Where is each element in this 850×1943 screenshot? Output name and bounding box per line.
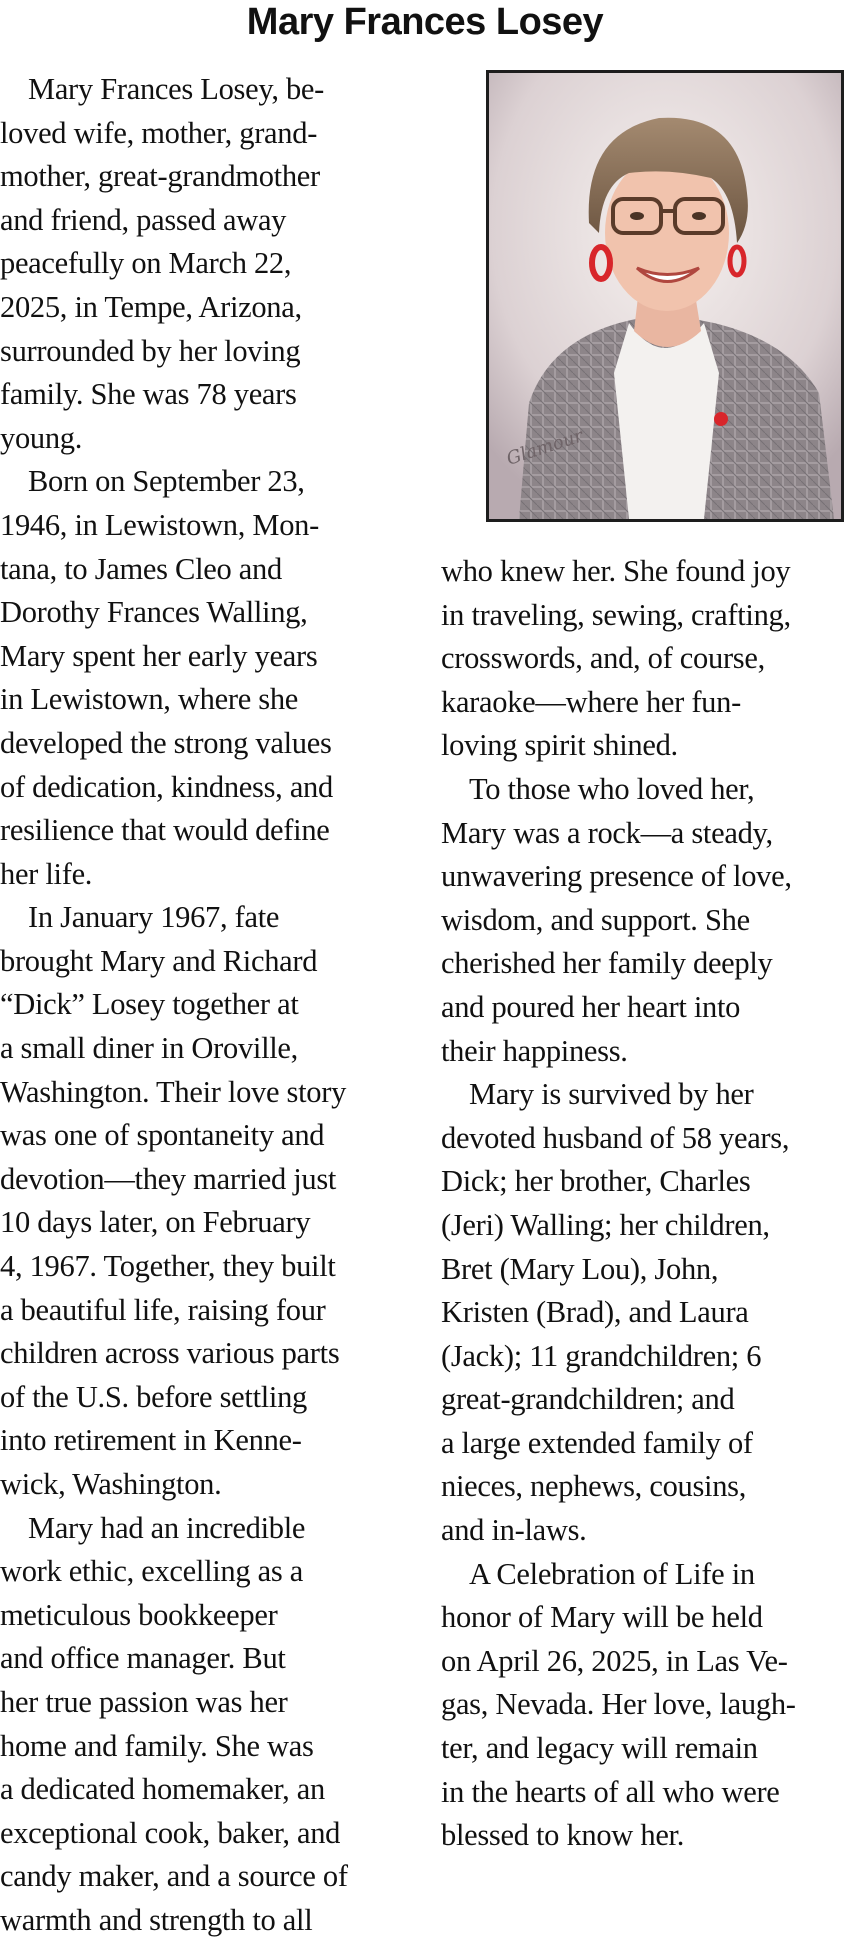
text-line: crosswords, and, of course, — [441, 641, 765, 676]
photo-signature: Glamour — [504, 425, 586, 470]
text-line: wisdom, and support. She — [441, 902, 750, 937]
text-line: and office manager. But — [0, 1641, 286, 1676]
text-line: Dick; her brother, Charles — [441, 1164, 751, 1199]
text-line: surrounded by her loving — [0, 333, 301, 368]
text-line: meticulous bookkeeper — [0, 1597, 278, 1632]
text-line: a beautiful life, raising four — [0, 1292, 326, 1327]
obituary-title: Mary Frances Losey — [246, 1, 604, 43]
text-line: Mary spent her early years — [0, 638, 318, 673]
text-line: In January 1967, fate — [28, 900, 280, 935]
text-line: and friend, passed away — [0, 202, 287, 237]
text-line: of dedication, kindness, and — [0, 769, 333, 804]
text-line: Bret (Mary Lou), John, — [441, 1251, 719, 1286]
text-line: in Lewistown, where she — [0, 682, 299, 717]
text-line: devotion—they married just — [0, 1161, 337, 1196]
text-line: her life. — [0, 856, 93, 891]
text-line: gas, Nevada. Her love, laugh- — [441, 1687, 796, 1722]
text-line: To those who loved her, — [469, 771, 755, 806]
obituary-right-column — [441, 550, 850, 1858]
text-line: unwavering presence of love, — [441, 859, 792, 894]
text-line: 2025, in Tempe, Arizona, — [0, 289, 302, 324]
text-line: tana, to James Cleo and — [0, 551, 282, 586]
text-line: her true passion was her — [0, 1684, 288, 1719]
text-line: Mary Frances Losey, be- — [28, 72, 325, 106]
text-line: Mary had an incredible — [28, 1510, 306, 1545]
text-line: loved wife, mother, grand- — [0, 115, 318, 150]
text-line: Mary is survived by her — [469, 1077, 754, 1112]
text-line: of the U.S. before settling — [0, 1379, 307, 1414]
text-line: 4, 1967. Together, they built — [0, 1249, 336, 1284]
text-line: home and family. She was — [0, 1728, 314, 1763]
text-line: wick, Washington. — [0, 1467, 222, 1501]
text-line: nieces, nephews, cousins, — [441, 1469, 747, 1504]
text-line: (Jeri) Walling; her children, — [441, 1207, 770, 1242]
text-line: a small diner in Oroville, — [0, 1031, 298, 1066]
text-line: young. — [0, 420, 83, 455]
text-line: warmth and strength to all — [0, 1902, 313, 1937]
text-line: family. She was 78 years — [0, 377, 297, 412]
text-line: great-grandchildren; and — [441, 1382, 735, 1417]
text-line: and poured her heart into — [441, 989, 741, 1024]
text-line: who knew her. She found joy — [441, 554, 791, 588]
text-line: karaoke—where her fun- — [441, 684, 741, 719]
text-line: children across various parts — [0, 1336, 340, 1371]
text-line: was one of spontaneity and — [0, 1118, 325, 1153]
text-line: A Celebration of Life in — [469, 1556, 755, 1591]
text-line: work ethic, excelling as a — [0, 1554, 304, 1589]
text-line: Born on September 23, — [28, 464, 305, 499]
text-line: Dorothy Frances Walling, — [0, 595, 308, 630]
text-line: into retirement in Kenne- — [0, 1423, 302, 1458]
text-line: 1946, in Lewistown, Mon- — [0, 507, 319, 542]
text-line: 10 days later, on February — [0, 1205, 311, 1240]
text-line: a dedicated homemaker, an — [0, 1772, 325, 1807]
text-line: their happiness. — [441, 1033, 628, 1068]
text-line: “Dick” Losey together at — [0, 987, 299, 1022]
text-line: mother, great-grandmother — [0, 159, 320, 194]
text-line: Kristen (Brad), and Laura — [441, 1295, 749, 1330]
text-line: in traveling, sewing, crafting, — [441, 597, 791, 632]
text-line: in the hearts of all who were — [441, 1774, 780, 1809]
text-line: exceptional cook, baker, and — [0, 1815, 341, 1850]
text-line: Mary was a rock—a steady, — [441, 815, 773, 850]
obituary-left-column — [0, 68, 415, 1943]
text-line: and in-laws. — [441, 1513, 587, 1548]
text-line: Washington. Their love story — [0, 1074, 347, 1109]
text-line: loving spirit shined. — [441, 728, 678, 763]
text-line: developed the strong values — [0, 725, 332, 760]
text-line: blessed to know her. — [441, 1818, 685, 1853]
text-line: peacefully on March 22, — [0, 246, 292, 281]
text-line: (Jack); 11 grandchildren; 6 — [441, 1338, 762, 1373]
portrait-photo — [486, 70, 844, 522]
text-line: devoted husband of 58 years, — [441, 1120, 790, 1155]
text-line: on April 26, 2025, in Las Ve- — [441, 1643, 788, 1678]
text-line: cherished her family deeply — [441, 946, 773, 981]
text-line: brought Mary and Richard — [0, 943, 318, 978]
text-line: honor of Mary will be held — [441, 1600, 763, 1635]
text-line: a large extended family of — [441, 1425, 753, 1460]
text-line: resilience that would define — [0, 813, 330, 848]
text-line: candy maker, and a source of — [0, 1859, 348, 1894]
text-line: ter, and legacy will remain — [441, 1731, 758, 1766]
